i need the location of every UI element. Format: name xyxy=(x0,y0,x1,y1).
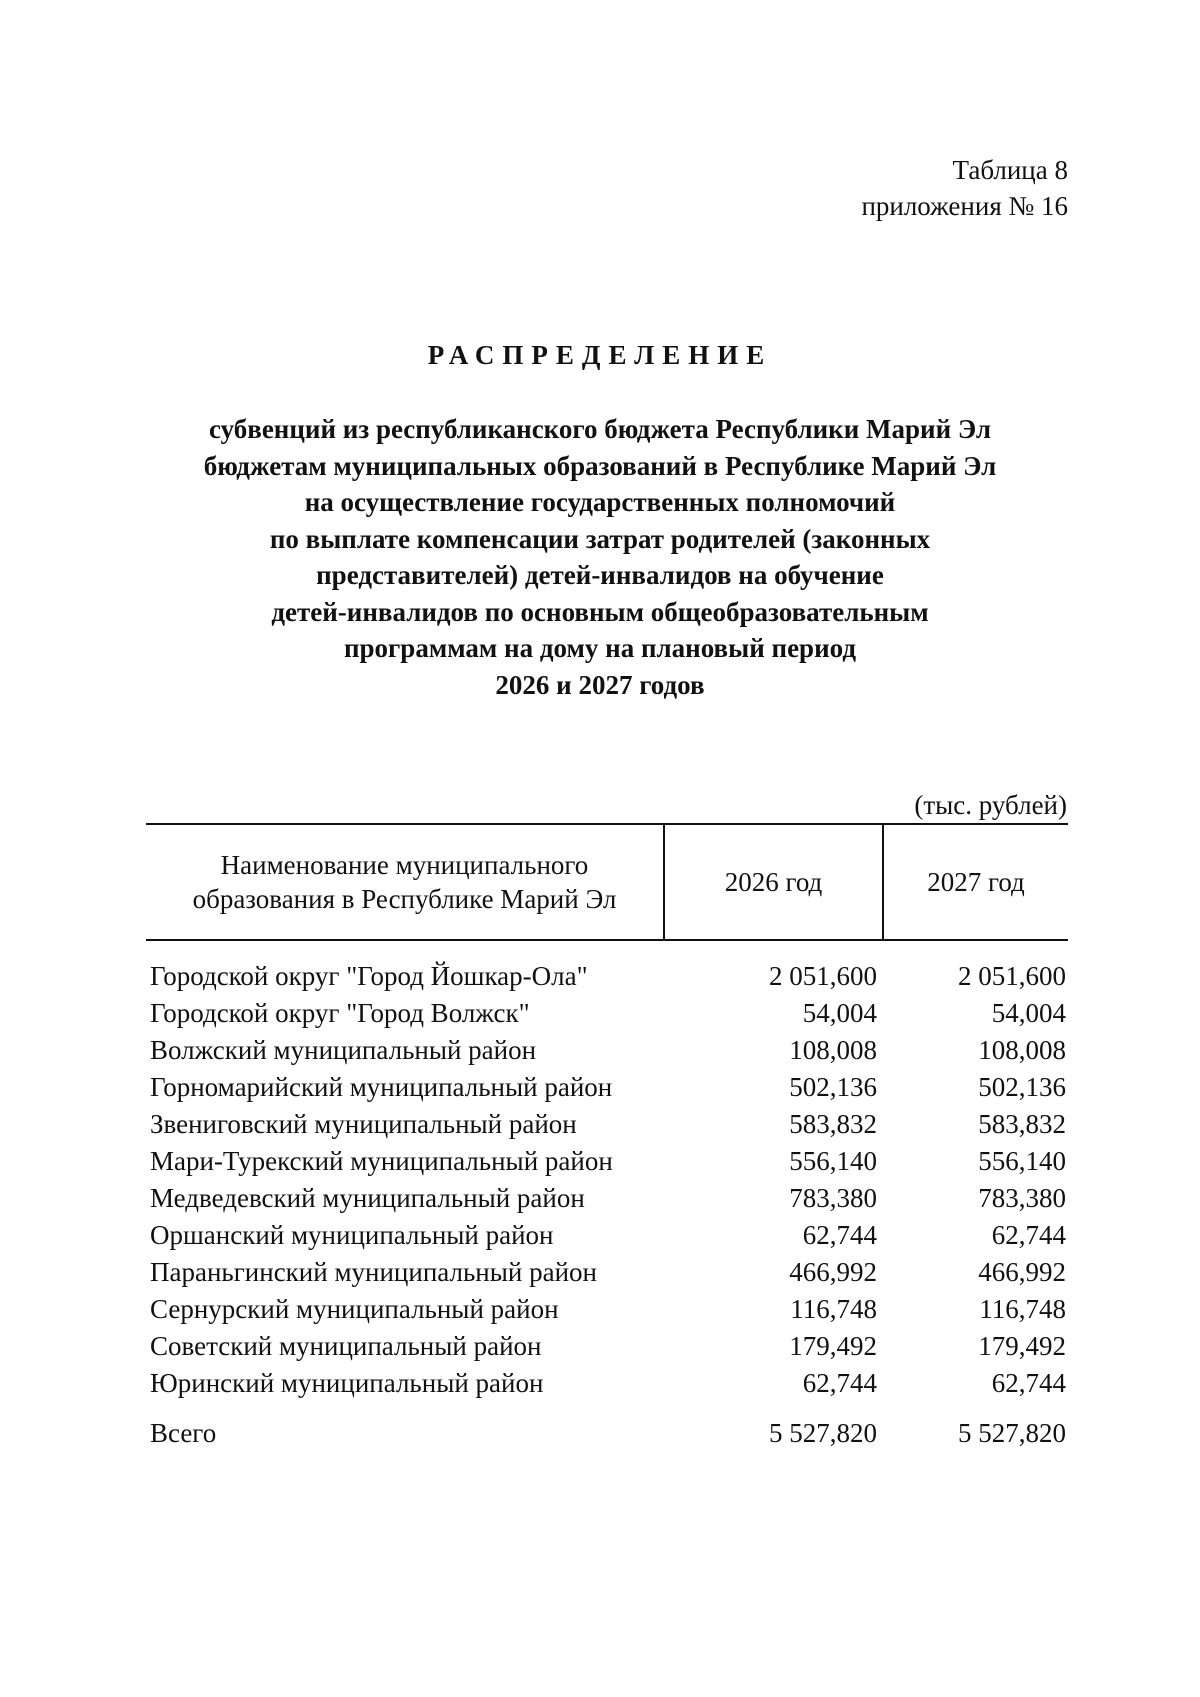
table-row xyxy=(150,1180,1068,1217)
row-name: Мари-Турекский муниципальный район xyxy=(150,1146,613,1176)
row-value-2027: 783,380 xyxy=(978,1183,1066,1213)
table-header xyxy=(146,823,1068,941)
row-value-2026: 62,744 xyxy=(802,1220,877,1250)
header-name-line: образования в Республике Марий Эл xyxy=(192,884,617,914)
row-value-2026: 502,136 xyxy=(789,1072,877,1102)
row-name: Сернурский муниципальный район xyxy=(150,1294,559,1324)
row-value-2027: 179,492 xyxy=(978,1331,1066,1361)
row-name: Звениговский муниципальный район xyxy=(150,1109,577,1139)
row-name: Оршанский муниципальный район xyxy=(150,1220,554,1250)
table-row xyxy=(150,1291,1068,1328)
row-value-2027: 54,004 xyxy=(991,998,1066,1028)
table-row xyxy=(150,1254,1068,1291)
row-value-2026: 783,380 xyxy=(789,1183,877,1213)
subtitle-line: субвенций из республиканского бюджета Республики Марий Эл xyxy=(208,414,992,444)
row-value-2026: 54,004 xyxy=(802,998,877,1028)
subtitle-line: на осуществление государственных полномочий xyxy=(304,487,896,517)
row-value-2027: 583,832 xyxy=(978,1109,1066,1139)
row-value-2026: 466,992 xyxy=(789,1257,877,1287)
row-value-2027: 62,744 xyxy=(991,1368,1066,1398)
row-value-2026: 179,492 xyxy=(789,1331,877,1361)
row-name: Советский муниципальный район xyxy=(150,1331,542,1361)
table-row xyxy=(150,1217,1068,1254)
table-row xyxy=(150,958,1068,995)
row-value-2026: 583,832 xyxy=(789,1109,877,1139)
subtitle-line: по выплате компенсации затрат родителей (законных xyxy=(269,523,931,554)
table-body xyxy=(150,958,1068,1402)
row-value-2027: 466,992 xyxy=(978,1257,1066,1287)
row-name: Волжский муниципальный район xyxy=(150,1035,537,1065)
subtitle-line: 2026 и 2027 годов xyxy=(495,669,705,700)
total-label: Всего xyxy=(150,1418,217,1448)
total-row xyxy=(150,1415,1068,1452)
row-value-2026: 556,140 xyxy=(789,1146,877,1176)
header-municipality xyxy=(146,825,663,939)
table-row xyxy=(150,1106,1068,1143)
table-row xyxy=(150,1069,1068,1106)
row-name: Городской округ "Город Йошкар-Ола" xyxy=(150,961,588,991)
table-reference xyxy=(861,152,1068,224)
total-value-2026: 5 527,820 xyxy=(769,1418,877,1448)
table-row xyxy=(150,1032,1068,1069)
subtitle-line: детей-инвалидов по основным общеобразовательным xyxy=(271,596,929,627)
document-heading: РАСПРЕДЕЛЕНИЕ xyxy=(427,340,773,370)
header-year-2027: 2027 год xyxy=(927,867,1025,897)
row-name: Юринский муниципальный район xyxy=(150,1368,544,1398)
table-row xyxy=(150,1328,1068,1365)
row-value-2026: 116,748 xyxy=(790,1294,877,1324)
subtitle-line: бюджетам муниципальных образований в Республике Марий Эл xyxy=(203,450,997,481)
row-value-2026: 2 051,600 xyxy=(769,961,877,991)
table-row xyxy=(150,995,1068,1032)
row-value-2027: 556,140 xyxy=(978,1146,1066,1176)
row-value-2027: 502,136 xyxy=(978,1072,1066,1102)
subtitle-line: представителей) детей-инвалидов на обучение xyxy=(316,560,884,590)
table-number: Таблица 8 xyxy=(952,155,1068,185)
document-subtitle xyxy=(0,411,1200,703)
row-value-2026: 62,744 xyxy=(802,1368,877,1398)
appendix-number: приложения № 16 xyxy=(861,191,1068,221)
row-value-2027: 2 051,600 xyxy=(958,961,1066,991)
table-row xyxy=(150,1365,1068,1402)
row-name: Городской округ "Город Волжск" xyxy=(150,998,530,1028)
header-name-line: Наименование муниципального xyxy=(220,850,589,880)
row-name: Горномарийский муниципальный район xyxy=(150,1072,613,1102)
row-name: Параньгинский муниципальный район xyxy=(150,1257,597,1287)
row-value-2027: 116,748 xyxy=(979,1294,1066,1324)
subtitle-line: программам на дому на плановый период xyxy=(343,633,857,663)
header-year-2026: 2026 год xyxy=(724,867,823,897)
row-name: Медведевский муниципальный район xyxy=(150,1183,585,1213)
row-value-2026: 108,008 xyxy=(789,1035,877,1065)
row-value-2027: 62,744 xyxy=(991,1220,1066,1250)
row-value-2027: 108,008 xyxy=(978,1035,1066,1065)
table-row xyxy=(150,1143,1068,1180)
unit-label: (тыс. рублей) xyxy=(914,790,1067,820)
total-value-2027: 5 527,820 xyxy=(958,1418,1066,1448)
